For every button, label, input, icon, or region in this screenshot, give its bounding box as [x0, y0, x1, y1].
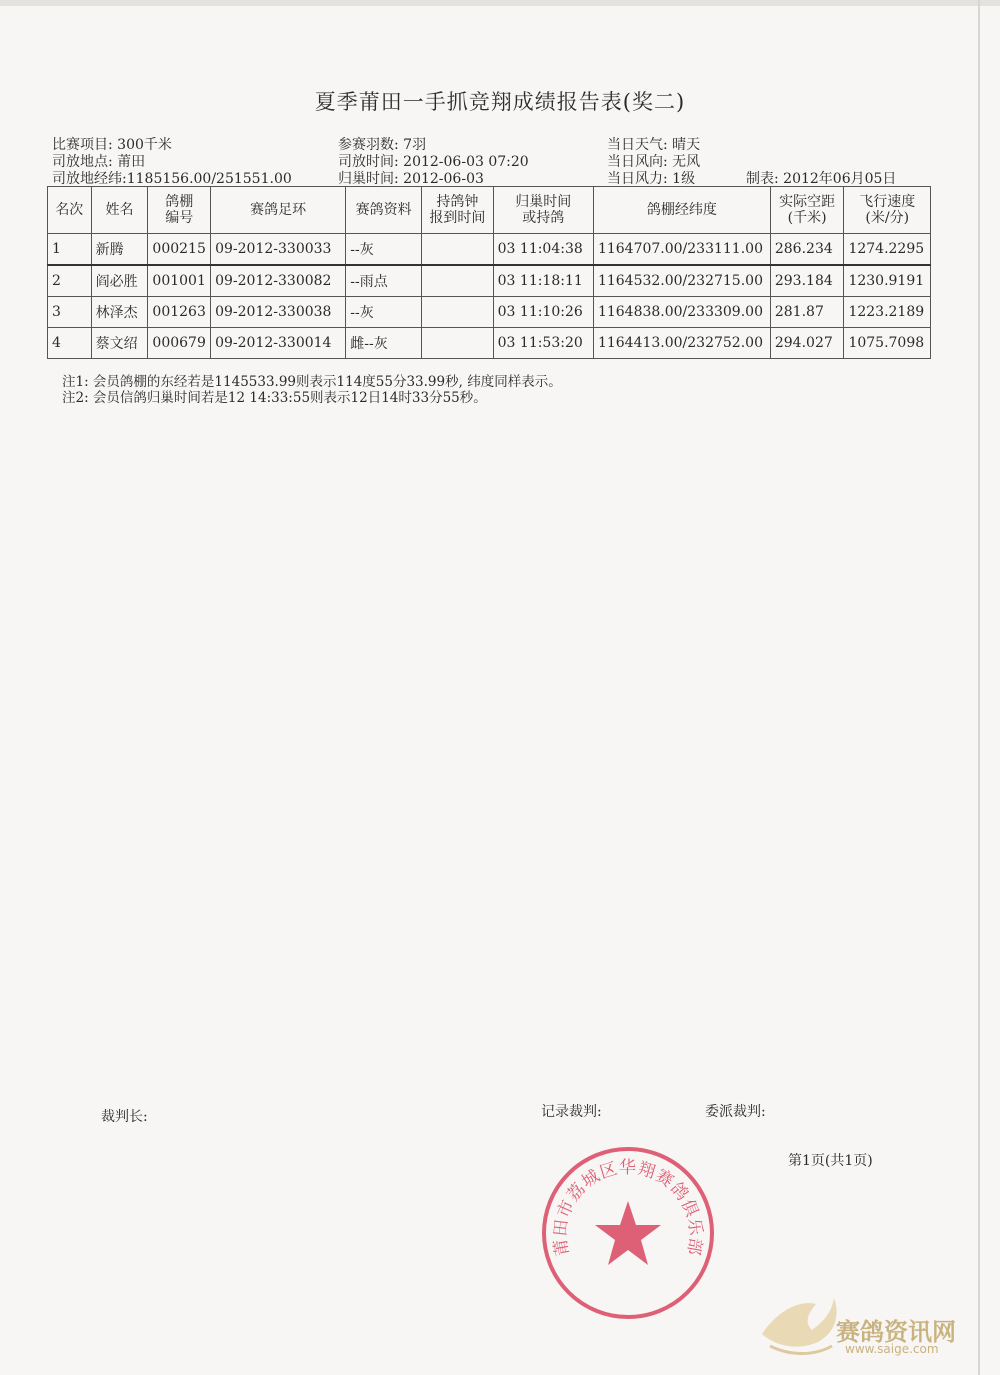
table-cell: 000679: [148, 328, 211, 359]
club-seal-stamp: [540, 1145, 716, 1321]
scan-top-edge: [0, 0, 1000, 6]
table-cell: 03 11:10:26: [493, 297, 593, 328]
table-cell: 001263: [148, 297, 211, 328]
table-cell: 1164838.00/233309.00: [593, 297, 770, 328]
table-cell: 03 11:18:11: [493, 265, 593, 297]
column-header: 归巢时间 或持鸽: [493, 187, 593, 234]
table-cell: 1164707.00/233111.00: [593, 234, 770, 266]
made-date: 制表: 2012年06月05日: [746, 171, 897, 187]
table-cell: 1: [48, 234, 92, 266]
table-cell: 09-2012-330014: [211, 328, 346, 359]
table-cell: 阎必胜: [91, 265, 148, 297]
watermark-title: 赛鸽资讯网: [836, 1318, 956, 1346]
page-number: 第1页(共1页): [788, 1153, 873, 1169]
results-table: [47, 186, 931, 359]
release-coords: 司放地经纬:1185156.00/251551.00: [52, 171, 292, 187]
pigeon-wing-icon: [762, 1298, 837, 1347]
column-header: 鸽棚 编号: [148, 187, 211, 234]
column-header: 飞行速度 (米/分): [844, 187, 931, 234]
table-cell: 293.184: [770, 265, 844, 297]
record-judge-label: 记录裁判:: [541, 1104, 602, 1120]
return-time: 归巢时间: 2012-06-03: [338, 171, 484, 187]
watermark-url: www.saige.com: [845, 1342, 939, 1356]
table-cell: 286.234: [770, 234, 844, 266]
table-cell: 2: [48, 265, 92, 297]
table-cell: 000215: [148, 234, 211, 266]
note-2: 注2: 会员信鸽归巢时间若是12 14:33:55则表示12日14时33分55秒。: [62, 390, 487, 406]
table-cell: 001001: [148, 265, 211, 297]
seal-star-icon: [595, 1201, 661, 1265]
table-cell: --灰: [346, 297, 422, 328]
table-header-row: [48, 187, 931, 234]
table-cell: [422, 265, 494, 297]
table-cell: 09-2012-330033: [211, 234, 346, 266]
table-cell: 1230.9191: [844, 265, 931, 297]
chief-judge-label: 裁判长:: [101, 1109, 148, 1125]
table-cell: [422, 328, 494, 359]
table-cell: --灰: [346, 234, 422, 266]
note-1: 注1: 会员鸽棚的东经若是1145533.99则表示114度55分33.99秒, 纬度同样表示。: [62, 374, 562, 390]
table-cell: 03 11:53:20: [493, 328, 593, 359]
table-cell: 蔡文绍: [91, 328, 148, 359]
table-cell: 林泽杰: [91, 297, 148, 328]
table-cell: 3: [48, 297, 92, 328]
table-row: [48, 297, 931, 328]
table-cell: 294.027: [770, 328, 844, 359]
table-cell: 1075.7098: [844, 328, 931, 359]
wind-direction: 当日风向: 无风: [607, 154, 701, 170]
column-header: 赛鸽足环: [211, 187, 346, 234]
meta-column-right: [607, 137, 700, 188]
table-cell: 4: [48, 328, 92, 359]
table-cell: [422, 297, 494, 328]
table-cell: --雨点: [346, 265, 422, 297]
column-header: 实际空距 (千米): [770, 187, 844, 234]
column-header: 持鸽钟 报到时间: [422, 187, 494, 234]
wind-force: 当日风力: 1级: [607, 171, 696, 187]
scan-edge-line: [978, 0, 980, 1375]
table-cell: 1274.2295: [844, 234, 931, 266]
table-cell: 新腾: [91, 234, 148, 266]
report-title: 夏季莆田一手抓竞翔成绩报告表(奖二): [314, 90, 686, 114]
release-place: 司放地点: 莆田: [52, 154, 146, 170]
table-row: [48, 265, 931, 297]
table-cell: 雌--灰: [346, 328, 422, 359]
column-header: 赛鸽资料: [346, 187, 422, 234]
column-header: 鸽棚经纬度: [593, 187, 770, 234]
meta-column-left: [52, 137, 292, 188]
weather: 当日天气: 晴天: [607, 137, 701, 153]
table-body: [48, 234, 931, 359]
release-time: 司放时间: 2012-06-03 07:20: [338, 154, 529, 170]
table-row: [48, 234, 931, 266]
appointed-judge-label: 委派裁判:: [705, 1104, 766, 1120]
meta-column-middle: [338, 137, 529, 188]
table-cell: 1164532.00/232715.00: [593, 265, 770, 297]
table-cell: 1164413.00/232752.00: [593, 328, 770, 359]
table-cell: 1223.2189: [844, 297, 931, 328]
table-cell: 03 11:04:38: [493, 234, 593, 266]
table-cell: [422, 234, 494, 266]
notes: [62, 374, 562, 406]
column-header: 姓名: [91, 187, 148, 234]
table-cell: 09-2012-330038: [211, 297, 346, 328]
table-cell: 281.87: [770, 297, 844, 328]
table-cell: 09-2012-330082: [211, 265, 346, 297]
column-header: 名次: [48, 187, 92, 234]
entries-count: 参赛羽数: 7羽: [338, 137, 427, 153]
table-row: [48, 328, 931, 359]
svg-text:莆田市荔城区华翔赛鸽俱乐部: 莆田市荔城区华翔赛鸽俱乐部: [550, 1158, 706, 1258]
race-item: 比赛项目: 300千米: [52, 137, 172, 153]
